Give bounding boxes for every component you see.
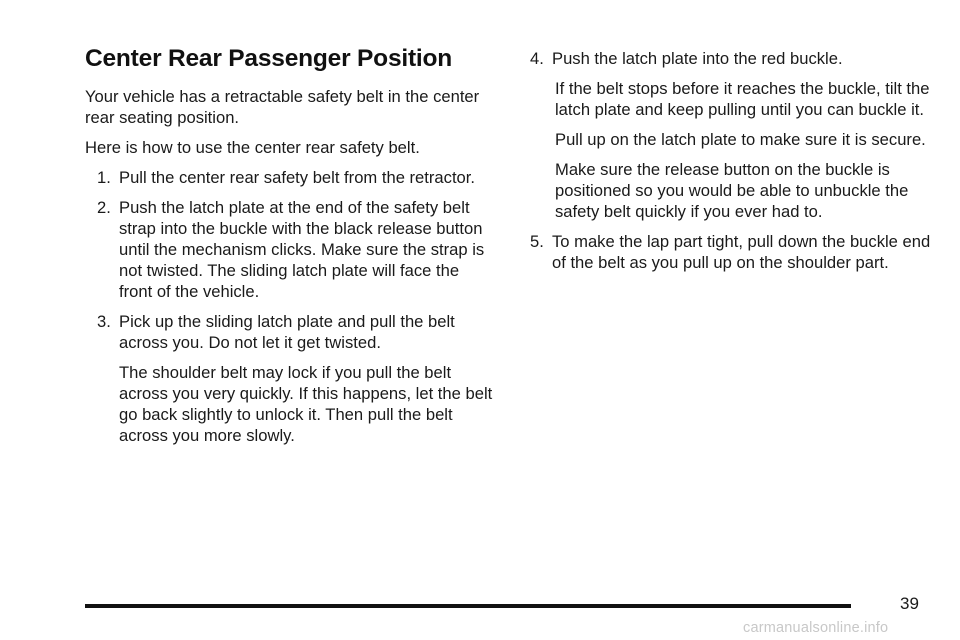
howto-paragraph: Here is how to use the center rear safety belt. [85,138,420,157]
step-number: 1. [97,168,111,187]
step-4 [530,48,940,69]
step-text: Pull the center rear safety belt from the retractor. [119,168,476,187]
step-2 [85,197,495,302]
step-4-note-1: If the belt stops before it reaches the buckle, tilt the latch plate and keep pulling until you can buckle it. [555,79,930,119]
right-column [530,48,940,282]
step-1 [85,167,495,188]
step-3 [85,311,495,353]
step-number: 5. [530,232,544,251]
step-5 [530,231,940,273]
step-number: 3. [97,312,111,331]
step-text: Pick up the sliding latch plate and pull the belt across you. Do not let it get twisted. [119,312,455,352]
step-4-note-3: Make sure the release button on the buckle is positioned so you would be able to unbuckle the safety belt quickly if you ever had to. [555,160,909,221]
step-text: Push the latch plate at the end of the safety belt strap into the buckle with the black release button until the mechanism clicks. Make sure the strap is not twisted. The sliding latch plate will face the front of the vehicle. [119,198,485,301]
footer-rule [85,604,851,608]
step-number: 2. [97,198,111,217]
page-number: 39 [900,594,919,613]
watermark: carmanualsonline.info [743,620,889,636]
step-text: To make the lap part tight, pull down the buckle end of the belt as you pull up on the shoulder part. [552,232,931,272]
intro-paragraph: Your vehicle has a retractable safety belt in the center rear seating position. [85,87,480,127]
left-column [85,42,495,455]
step-text: Push the latch plate into the red buckle. [552,49,843,68]
step-3-note: The shoulder belt may lock if you pull the belt across you very quickly. If this happens, let the belt go back slightly to unlock it. Then pull the belt across you more slowly. [119,363,493,445]
page-title: Center Rear Passenger Position [85,45,453,72]
step-4-note-2: Pull up on the latch plate to make sure it is secure. [555,130,926,149]
step-number: 4. [530,49,544,68]
